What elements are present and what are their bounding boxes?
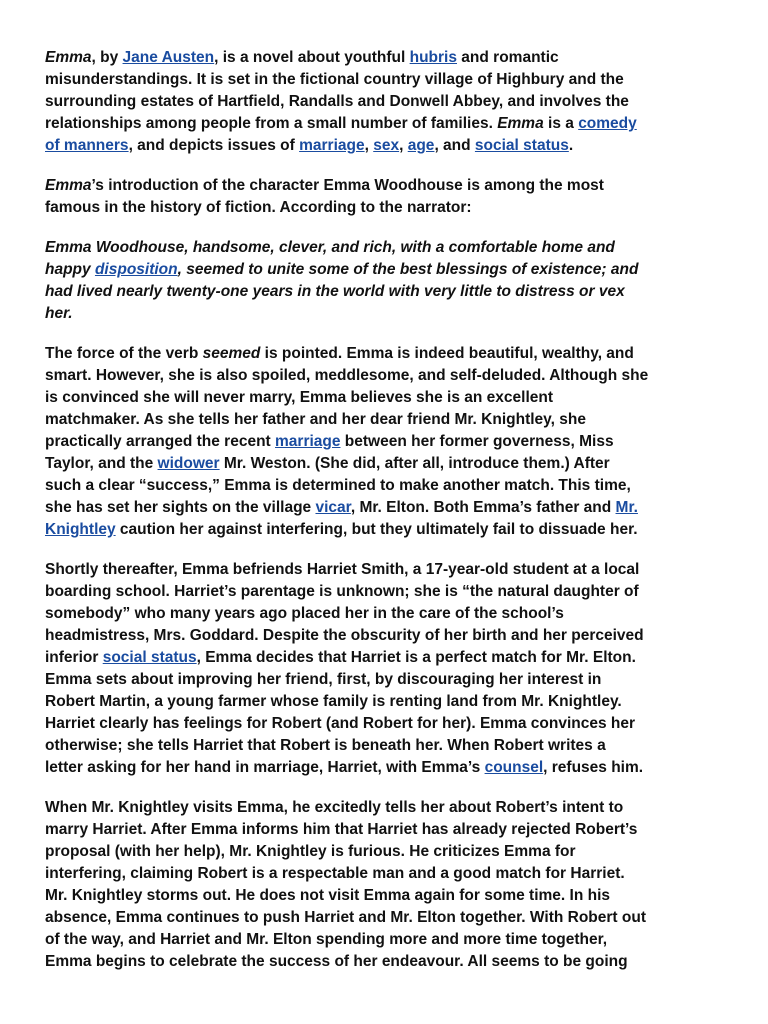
link-widower[interactable]: widower <box>157 455 220 472</box>
link-age[interactable]: age <box>407 137 435 154</box>
link-jane-austen[interactable]: Jane Austen <box>122 49 215 66</box>
link-comedy-of-manners-cont[interactable]: of manners <box>45 137 129 154</box>
link-mr-knightley-cont[interactable]: Knightley <box>45 521 116 538</box>
link-social-status[interactable]: social status <box>474 137 569 154</box>
link-mr-knightley[interactable]: Mr. <box>615 499 638 516</box>
link-sex[interactable]: sex <box>373 137 400 154</box>
document-page <box>45 47 745 991</box>
link-disposition[interactable]: disposition <box>94 261 178 278</box>
paragraph-intro: Emma, by Jane Austen, is a novel about youthful hubris and romantic misunderstandings. It is set in the fictional country village of Highbury and the surrounding estates of Hartfield, Randalls and Donwell Abbey, and involves the relationships among people from a small number of families. Emma is a comedy of manners, and depicts issues of marriage, sex, age, and social status. <box>45 49 637 154</box>
paragraph-introduction: Emma’s introduction of the character Emma Woodhouse is among the most famous in the history of fiction. According to the narrator: <box>45 177 604 216</box>
paragraph-seemed: The force of the verb seemed is pointed. Emma is indeed beautiful, wealthy, and smart. However, she is also spoiled, meddlesome, and self-deluded. Although she is convinced she will never marry, Emma believes she is an excellent matchmaker. As she tells her father and her dear friend Mr. Knightley, she practically arranged the recent marriage between her former governess, Miss Taylor, and the widower Mr. Weston. (She did, after all, introduce them.) After such a clear “success,” Emma is determined to make another match. This time, she has set her sights on the village vicar, Mr. Elton. Both Emma’s father and Mr. Knightley caution her against interfering, but they ultimately fail to dissuade her. <box>45 345 649 538</box>
link-counsel[interactable]: counsel <box>484 759 544 776</box>
link-hubris[interactable]: hubris <box>409 49 457 66</box>
link-marriage[interactable]: marriage <box>299 137 365 154</box>
link-social-status-2[interactable]: social status <box>102 649 197 666</box>
link-vicar[interactable]: vicar <box>315 499 351 516</box>
paragraph-knightley-visit: When Mr. Knightley visits Emma, he excitedly tells her about Robert’s intent to marry Harriet. After Emma informs him that Harriet has already rejected Robert’s proposal (with her help), Mr. Knightley is furious. He criticizes Emma for interfering, claiming Robert is a respectable man and a good match for Harriet. Mr. Knightley storms out. He does not visit Emma again for some time. In his absence, Emma continues to push Harriet and Mr. Elton together. With Robert out of the way, and Harriet and Mr. Elton spending more and more time together, Emma begins to celebrate the success of her endeavour. All seems to be going <box>45 799 646 970</box>
block-quote: Emma Woodhouse, handsome, clever, and rich, with a comfortable home and happy disposition, seemed to unite some of the best blessings of existence; and had lived nearly twenty-one years in the world with very little to distress or vex her. <box>45 239 639 322</box>
link-comedy-of-manners[interactable]: comedy <box>578 115 637 132</box>
paragraph-harriet: Shortly thereafter, Emma befriends Harriet Smith, a 17-year-old student at a local boarding school. Harriet’s parentage is unknown; she is “the natural daughter of somebody” who many years ago placed her in the care of the school’s headmistress, Mrs. Goddard. Despite the obscurity of her birth and her perceived inferior social status, Emma decides that Harriet is a perfect match for Mr. Elton. Emma sets about improving her friend, first, by discouraging her interest in Robert Martin, a young farmer whose family is renting land from Mr. Knightley. Harriet clearly has feelings for Robert (and Robert for her). Emma convinces her otherwise; she tells Harriet that Robert is beneath her. When Robert writes a letter asking for her hand in marriage, Harriet, with Emma’s counsel, refuses him. <box>45 561 644 776</box>
link-marriage-2[interactable]: marriage <box>275 433 341 450</box>
